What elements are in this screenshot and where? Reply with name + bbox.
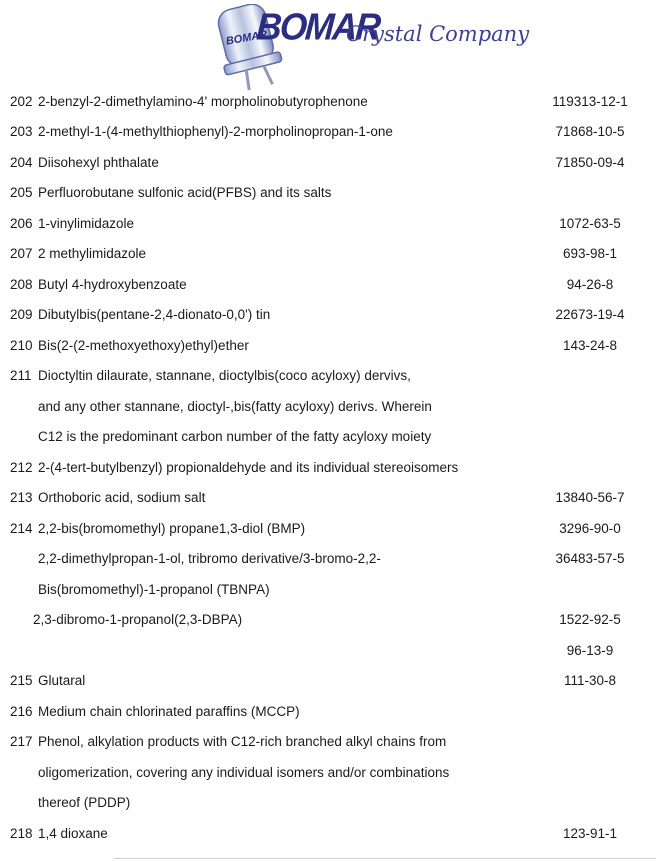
list-row: [0, 300, 656, 331]
substance-name: and any other stannane, dioctyl-,bis(fatty acyloxy) derivs. Wherein: [38, 398, 432, 414]
cas-number: 36483-57-5: [555, 551, 625, 567]
cas-number: 693-98-1: [562, 246, 618, 262]
substance-name: Bis(2-(2-methoxyethoxy)ethyl)ether: [38, 337, 249, 353]
company-logo: [198, 2, 530, 90]
substance-name: 2 methylimidazole: [38, 246, 147, 262]
brand-script-text: Crystal Company: [346, 22, 530, 46]
row-number: 205: [10, 185, 33, 201]
list-row: [0, 86, 656, 117]
row-number: 217: [10, 734, 33, 750]
list-row: [0, 818, 656, 849]
substance-name: Medium chain chlorinated paraffins (MCCP): [38, 703, 300, 719]
cas-number: 119313-12-1: [552, 93, 628, 109]
cas-number: 71850-09-4: [555, 154, 625, 170]
list-row: [0, 696, 656, 727]
list-row: [0, 269, 656, 300]
substance-name: 2,3-dibromo-1-propanol(2,3-DBPA): [33, 612, 243, 628]
list-row: [0, 788, 656, 819]
row-number: 216: [10, 703, 33, 719]
substance-name: Glutaral: [38, 673, 86, 689]
substance-name: Butyl 4-hydroxybenzoate: [38, 276, 187, 292]
list-row: [0, 239, 656, 270]
substance-name: oligomerization, covering any individual isomers and/or combinations: [38, 764, 450, 780]
cas-number: 123-91-1: [562, 825, 618, 841]
row-number: 215: [10, 673, 33, 689]
list-row: [0, 544, 656, 575]
row-number: 206: [10, 215, 33, 231]
list-row: [0, 208, 656, 239]
row-number: 207: [10, 246, 33, 262]
substance-list: [0, 86, 656, 849]
substance-name: Orthoboric acid, sodium salt: [38, 490, 206, 506]
substance-name: 2-benzyl-2-dimethylamino-4' morpholinobutyrophenone: [38, 93, 368, 109]
row-number: 209: [10, 307, 33, 323]
substance-name: C12 is the predominant carbon number of the fatty acyloxy moiety: [38, 429, 432, 445]
list-row: [0, 391, 656, 422]
list-row: [0, 757, 656, 788]
row-number: 218: [10, 825, 33, 841]
substance-name: 2-methyl-1-(4-methylthiophenyl)-2-morpholinopropan-1-one: [38, 124, 393, 140]
substance-name: Dibutylbis(pentane-2,4-dionato-0,0') tin: [38, 307, 271, 323]
row-number: 212: [10, 459, 33, 475]
substance-name: Perfluorobutane sulfonic acid(PFBS) and its salts: [38, 185, 332, 201]
substance-name: Bis(bromomethyl)-1-propanol (TBNPA): [38, 581, 270, 597]
cas-number: 111-30-8: [563, 673, 617, 689]
cas-number: 71868-10-5: [555, 124, 625, 140]
row-number: 213: [10, 490, 33, 506]
list-row: [0, 330, 656, 361]
cas-number: 94-26-8: [566, 276, 614, 292]
cas-number: 1072-63-5: [559, 215, 621, 231]
cas-number: 96-13-9: [566, 642, 614, 658]
list-row: [0, 513, 656, 544]
list-row: [0, 483, 656, 514]
list-row: [0, 635, 656, 666]
row-number: 203: [10, 124, 33, 140]
bottom-divider: [114, 858, 656, 859]
list-row: [0, 117, 656, 148]
substance-name: thereof (PDDP): [38, 795, 131, 811]
list-row: [0, 727, 656, 758]
substance-name: 2-(4-tert-butylbenzyl) propionaldehyde and its individual stereoisomers: [38, 459, 459, 475]
substance-name: Diisohexyl phthalate: [38, 154, 159, 170]
row-number: 214: [10, 520, 33, 536]
row-number: 210: [10, 337, 33, 353]
list-row: [0, 422, 656, 453]
substance-name: 2,2-dimethylpropan-1-ol, tribromo derivative/3-bromo-2,2-: [38, 551, 381, 567]
cas-number: 3296-90-0: [559, 520, 621, 536]
row-number: 211: [10, 368, 32, 384]
row-number: 208: [10, 276, 33, 292]
row-number: 204: [10, 154, 33, 170]
cas-number: 143-24-8: [562, 337, 618, 353]
row-number: 202: [10, 93, 33, 109]
can-label-text: BOMAR: [225, 28, 269, 48]
substance-name: Phenol, alkylation products with C12-rich branched alkyl chains from: [38, 734, 447, 750]
list-row: [0, 178, 656, 209]
brand-wordmark: BOMAR: [255, 5, 381, 48]
substance-name: Dioctyltin dilaurate, stannane, dioctylbis(coco acyloxy) dervivs,: [38, 368, 411, 384]
list-row: [0, 361, 656, 392]
cas-number: 13840-56-7: [555, 490, 625, 506]
substance-name: 1,4 dioxane: [38, 825, 108, 841]
list-row: [0, 605, 656, 636]
list-row: [0, 574, 656, 605]
substance-name: 2,2-bis(bromomethyl) propane1,3-diol (BMP): [38, 520, 306, 536]
list-row: [0, 452, 656, 483]
list-row: [0, 147, 656, 178]
substance-name: 1-vinylimidazole: [38, 215, 135, 231]
cas-number: 22673-19-4: [555, 307, 625, 323]
list-row: [0, 666, 656, 697]
cas-number: 1522-92-5: [559, 612, 621, 628]
